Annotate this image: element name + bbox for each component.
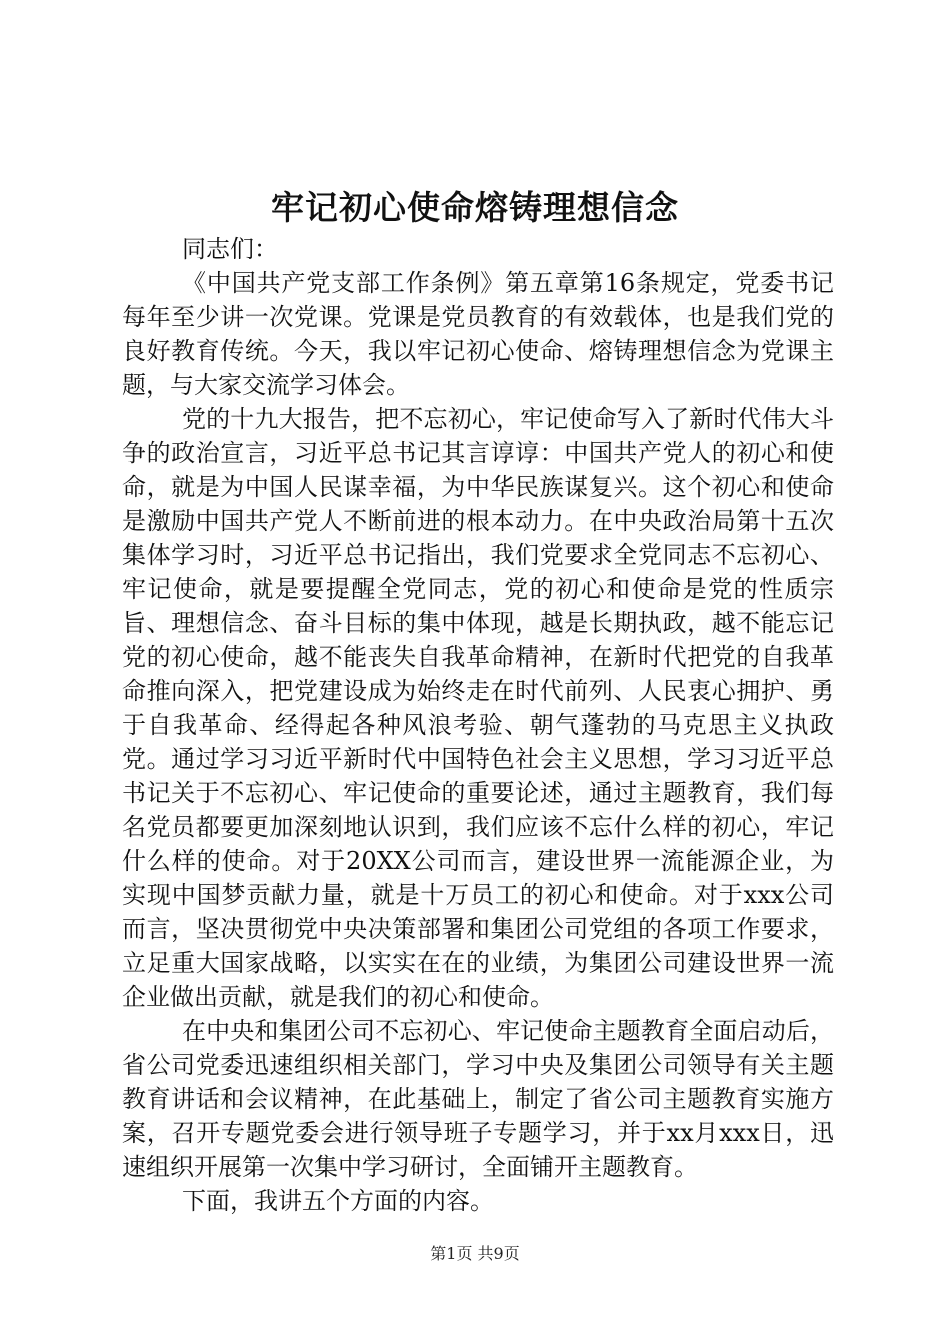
paragraph-3: 在中央和集团公司不忘初心、牢记使命主题教育全面启动后，省公司党委迅速组织相关部门，学习中央及集团公司领导有关主题教育讲话和会议精神，在此基础上，制定了省公司主题教育实施方案，召开专题党委会进行领导班子专题学习，并于xx月xxx日，迅速组织开展第一次集中学习研讨，全面铺开主题教育。 <box>122 1017 834 1181</box>
paragraph-4: 下面，我讲五个方面的内容。 <box>182 1187 494 1215</box>
document-title: 牢记初心使命熔铸理想信念 <box>271 188 679 227</box>
document-body <box>122 232 834 1218</box>
salutation: 同志们： <box>182 235 278 263</box>
paragraph-2: 党的十九大报告，把不忘初心，牢记使命写入了新时代伟大斗争的政治宣言，习近平总书记其言谆谆：中国共产党人的初心和使命，就是为中国人民谋幸福，为中华民族谋复兴。这个初心和使命是激励中国共产党人不断前进的根本动力。在中央政治局第十五次集体学习时，习近平总书记指出，我们党要求全党同志不忘初心、牢记使命，就是要提醒全党同志，党的初心和使命是党的性质宗旨、理想信念、奋斗目标的集中体现，越是长期执政，越不能忘记党的初心使命，越不能丧失自我革命精神，在新时代把党的自我革命推向深入，把党建设成为始终走在时代前列、人民衷心拥护、勇于自我革命、经得起各种风浪考验、朝气蓬勃的马克思主义执政党。通过学习习近平新时代中国特色社会主义思想，学习习近平总书记关于不忘初心、牢记使命的重要论述，通过主题教育，我们每名党员都要更加深刻地认识到，我们应该不忘什么样的初心，牢记什么样的使命。对于20XX公司而言，建设世界一流能源企业，为实现中国梦贡献力量，就是十万员工的初心和使命。对于xxx公司而言，坚决贯彻党中央决策部署和集团公司党组的各项工作要求，立足重大国家战略，以实实在在的业绩，为集团公司建设世界一流企业做出贡献，就是我们的初心和使命。 <box>122 405 834 1011</box>
paragraph-1: 《中国共产党支部工作条例》第五章第16条规定，党委书记每年至少讲一次党课。党课是党员教育的有效载体，也是我们党的良好教育传统。今天，我以牢记初心使命、熔铸理想信念为党课主题，与大家交流学习体会。 <box>122 269 834 399</box>
page-footer: 第1页 共9页 <box>430 1244 520 1263</box>
